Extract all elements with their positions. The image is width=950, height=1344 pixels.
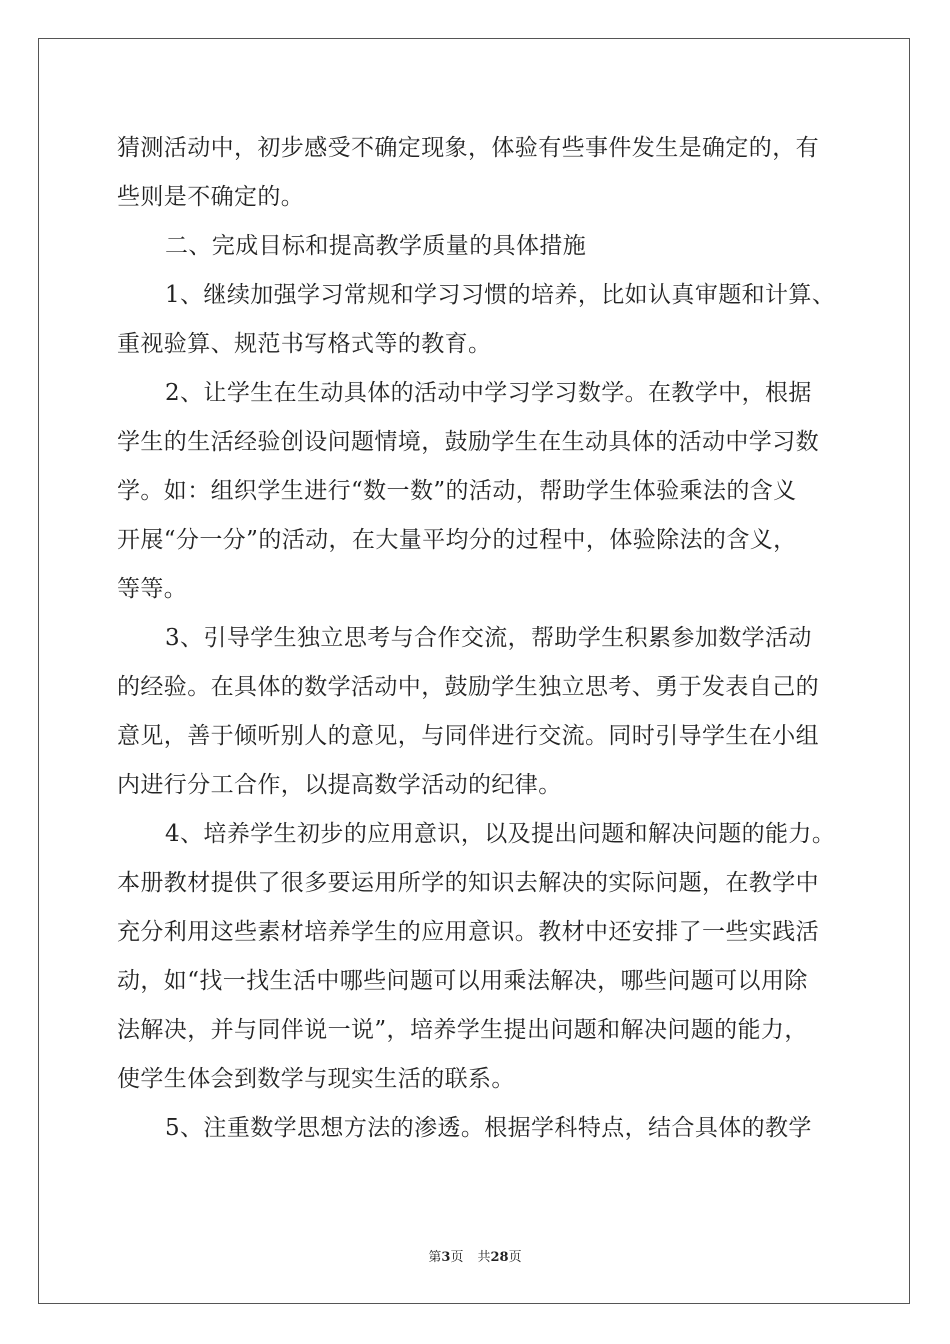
document-body: [117, 124, 839, 1153]
total-pages: 28: [490, 1250, 509, 1265]
text-line: 学生的生活经验创设问题情境，鼓励学生在生动具体的活动中学习数: [117, 429, 819, 455]
text-line: 开展“分一分”的活动，在大量平均分的过程中，体验除法的含义，: [117, 527, 797, 553]
text-line: 等等。: [117, 576, 188, 602]
section-heading: 二、完成目标和提高教学质量的具体措施: [165, 233, 587, 259]
total-suffix: 页: [508, 1250, 522, 1265]
text-line: 重视验算、规范书写格式等的教育。: [117, 331, 492, 357]
text-line: 内进行分工合作，以提高数学活动的纪律。: [117, 772, 562, 798]
text-line: 1、继续加强学习常规和学习习惯的培养，比如认真审题和计算、: [165, 282, 836, 308]
text-line: 动，如“找一找生活中哪些问题可以用乘法解决，哪些问题可以用除: [117, 968, 808, 994]
text-line: 5、注重数学思想方法的渗透。根据学科特点，结合具体的教学: [165, 1115, 812, 1141]
total-prefix: 共: [477, 1250, 491, 1265]
page-prefix: 第: [428, 1250, 442, 1265]
page-suffix: 页: [450, 1250, 464, 1265]
text-line: 2、让学生在生动具体的活动中学习学习数学。在教学中，根据: [165, 380, 812, 406]
page-number: 3: [441, 1250, 451, 1265]
text-line: 使学生体会到数学与现实生活的联系。: [117, 1066, 515, 1092]
text-line: 4、培养学生初步的应用意识，以及提出问题和解决问题的能力。: [165, 821, 836, 847]
text-line: 3、引导学生独立思考与合作交流，帮助学生积累参加数学活动: [165, 625, 812, 651]
text-line: 猜测活动中，初步感受不确定现象，体验有些事件发生是确定的，有: [117, 135, 819, 161]
text-line: 意见，善于倾听别人的意见，与同伴进行交流。同时引导学生在小组: [117, 723, 819, 749]
page-footer: [0, 1246, 950, 1265]
text-line: 学。如：组织学生进行“数一数”的活动，帮助学生体验乘法的含义: [117, 478, 797, 504]
text-line: 的经验。在具体的数学活动中，鼓励学生独立思考、勇于发表自己的: [117, 674, 819, 700]
text-line: 法解决，并与同伴说一说”，培养学生提出问题和解决问题的能力，: [117, 1017, 808, 1043]
text-line: 些则是不确定的。: [117, 184, 305, 210]
text-line: 充分利用这些素材培养学生的应用意识。教材中还安排了一些实践活: [117, 919, 819, 945]
text-line: 本册教材提供了很多要运用所学的知识去解决的实际问题，在教学中: [117, 870, 819, 896]
